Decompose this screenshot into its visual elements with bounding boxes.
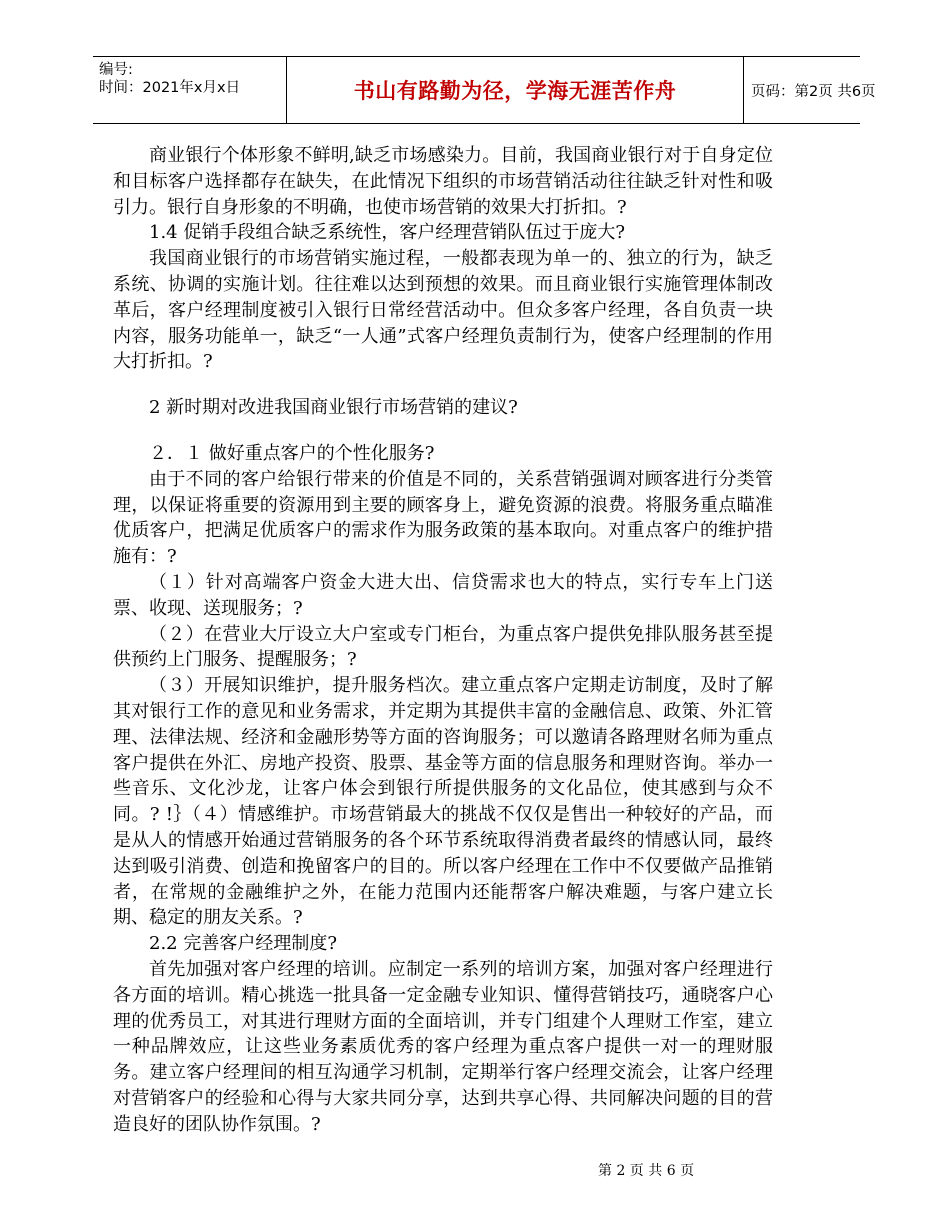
list-item-2: （２）在营业大厅设立大户室或专门柜台，为重点客户提供免排队服务甚至提供预约上门服务、提醒服务；? xyxy=(113,623,773,671)
page-footer: 第 2 页 共 6 页 xyxy=(598,1163,695,1179)
header-motto-cell xyxy=(286,57,744,123)
heading-1-4: 1.4 促销手段组合缺乏系统性，客户经理营销队伍过于庞大? xyxy=(149,222,625,244)
serial-label: 编号: xyxy=(99,62,133,78)
paragraph-account-manager: 首先加强对客户经理的培训。应制定一系列的培训方案，加强对客户经理进行各方面的培训。精心挑选一批具备一定金融专业知识、懂得营销技巧，通晓客户心理的优秀员工，对其进行理财方面的全面培训，并专门组建个人理财工作室，建立一种品牌效应，让这些业务素质优秀的客户经理为重点客户提供一对一的理财服务。建立客户经理间的相互沟通学习机制，定期举行客户经理交流会，让客户经理对营销客户的经验和心得与大家共同分享，达到共享心得、共同解决问题的目的营造良好的团队协作氛围。? xyxy=(113,958,773,1135)
page-info: 页码：第2页 共6页 xyxy=(751,84,876,100)
motto-text: 书山有路勤为径，学海无涯苦作舟 xyxy=(353,79,677,103)
paragraph-promotion: 我国商业银行的市场营销实施过程，一般都表现为单一的、独立的行为，缺乏系统、协调的实施计划。往往难以达到预想的效果。而且商业银行实施管理体制改革后，客户经理制度被引入银行日常经营活动中。但众多客户经理，各自负责一块内容，服务功能单一，缺乏“一人通”式客户经理负责制行为，使客户经理制的作用大打折扣。? xyxy=(113,248,773,373)
header-page-cell xyxy=(743,57,876,123)
document-body xyxy=(113,143,773,1137)
heading-2-2: 2.2 完善客户经理制度? xyxy=(149,933,337,955)
page-header xyxy=(93,56,876,124)
heading-2-1: ２．１ 做好重点客户的个性化服务? xyxy=(149,442,435,464)
list-item-1: （１）针对高端客户资金大进大出、信贷需求也大的特点，实行专车上门送票、收现、送现服务；? xyxy=(113,571,773,619)
heading-2: 2 新时期对改进我国商业银行市场营销的建议? xyxy=(149,397,518,419)
paragraph-key-clients: 由于不同的客户给银行带来的价值是不同的，关系营销强调对顾客进行分类管理，以保证将重要的资源用到主要的顾客身上，避免资源的浪费。将服务重点瞄准优质客户，把满足优质客户的需求作为服务政策的基本取向。对重点客户的维护措施有：? xyxy=(113,468,773,568)
list-item-3: （３）开展知识维护，提升服务档次。建立重点客户定期走访制度，及时了解其对银行工作的意见和业务需求，并定期为其提供丰富的金融信息、政策、外汇管理、法律法规、经济和金融形势等方面的咨询服务；可以邀请各路理财名师为重点客户提供在外汇、房地产投资、股票、基金等方面的信息服务和理财咨询。举办一些音乐、文化沙龙，让客户体会到银行所提供服务的文化品位，使其感到与众不同。? !｝（４）情感维护。市场营销最大的挑战不仅仅是售出一种较好的产品，而是从人的情感开始通过营销服务的各个环节系统取得消费者最终的情感认同，最终达到吸引消费、创造和挽留客户的目的。所以客户经理在工作中不仅要做产品推销者，在常规的金融维护之外，在能力范围内还能帮客户解决难题，与客户建立长期、稳定的朋友关系。? xyxy=(113,675,773,929)
header-meta-cell xyxy=(93,57,286,123)
time-label: 时间：2021年x月x日 xyxy=(99,80,241,96)
paragraph-image-issue: 商业银行个体形象不鲜明,缺乏市场感染力。目前，我国商业银行对于自身定位和目标客户选择都存在缺失，在此情况下组织的市场营销活动往往缺乏针对性和吸引力。银行自身形象的不明确，也使市场营销的效果大打折扣。? xyxy=(113,145,773,218)
